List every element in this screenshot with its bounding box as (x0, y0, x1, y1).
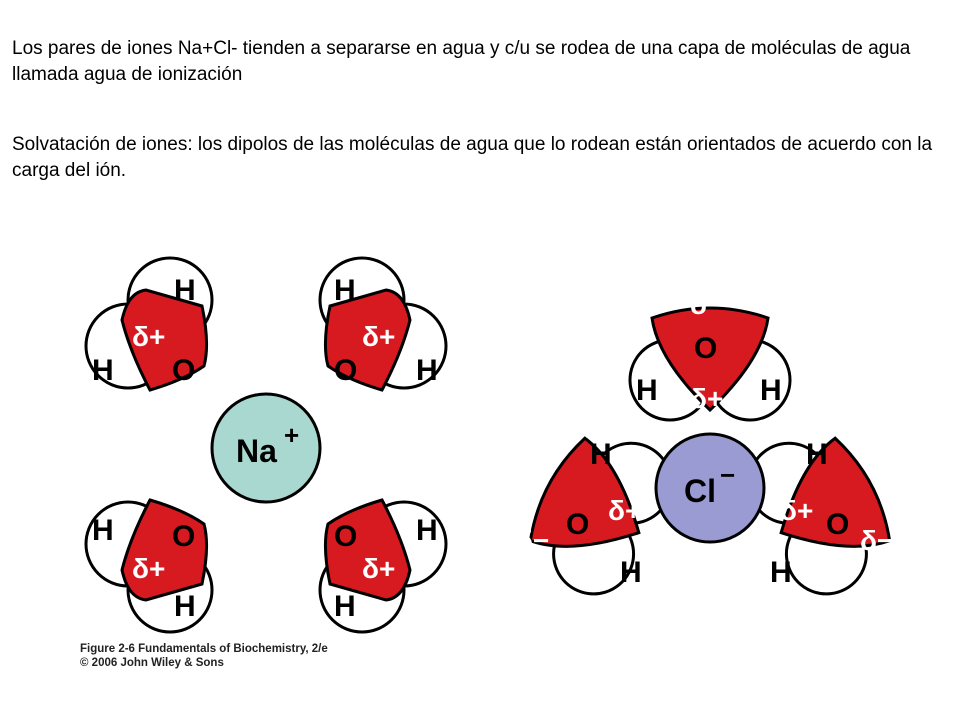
sodium-label: Na (236, 433, 277, 469)
oxygen-label: O (826, 508, 850, 541)
oxygen-label: O (694, 332, 718, 365)
hydrogen-label: H (770, 556, 792, 589)
delta-plus-label: δ+ (780, 495, 814, 526)
delta-minus-label: δ− (690, 289, 724, 320)
hydrogen-label: H (636, 374, 658, 407)
delta-minus-label: δ− (192, 481, 226, 512)
solvation-paragraph: Solvatación de iones: los dipolos de las moléculas de agua que lo rodean están orientados de acuerdo con la carga del ión. (12, 134, 933, 181)
delta-plus-label: δ+ (132, 553, 166, 584)
hydrogen-label: H (760, 374, 782, 407)
hydrogen-label: H (92, 354, 114, 387)
chloride-label: Cl (684, 473, 716, 509)
oxygen-label: O (334, 354, 358, 387)
delta-minus-label: δ− (860, 525, 894, 556)
delta-plus-label: δ+ (362, 321, 396, 352)
hydrogen-label: H (806, 438, 828, 471)
delta-minus-label: δ− (306, 379, 340, 410)
hydrogen-label: H (620, 556, 642, 589)
hydrogen-label: H (174, 274, 196, 307)
figure-caption: Figure 2-6 Fundamentals of Biochemistry, 2/e (80, 643, 328, 655)
delta-plus-label: δ+ (362, 553, 396, 584)
sodium-hydration-shell (86, 258, 446, 632)
hydrogen-label: H (334, 274, 356, 307)
hydrogen-label: H (174, 590, 196, 623)
delta-plus-label: δ+ (690, 383, 724, 414)
delta-plus-label: δ+ (608, 495, 642, 526)
hydrogen-label: H (334, 590, 356, 623)
hydrogen-label: H (416, 514, 438, 547)
figure-copyright: © 2006 John Wiley & Sons (80, 657, 224, 669)
delta-minus-label: δ− (192, 379, 226, 410)
chloride-charge: − (720, 460, 736, 490)
oxygen-label: O (334, 520, 358, 553)
intro-paragraph: Los pares de iones Na+Cl- tienden a separarse en agua y c/u se rodea de una capa de moléculas de agua llamada agua de ionización (12, 38, 911, 85)
delta-plus-label: δ+ (132, 321, 166, 352)
oxygen-label: O (172, 520, 196, 553)
delta-minus-label: δ− (516, 525, 550, 556)
sodium-charge: + (284, 420, 300, 450)
oxygen-label: O (566, 508, 590, 541)
hydrogen-label: H (92, 514, 114, 547)
oxygen-label: O (172, 354, 196, 387)
hydrogen-label: H (416, 354, 438, 387)
hydrogen-label: H (590, 438, 612, 471)
delta-minus-label: δ− (306, 481, 340, 512)
chloride-hydration-shell (511, 289, 909, 608)
